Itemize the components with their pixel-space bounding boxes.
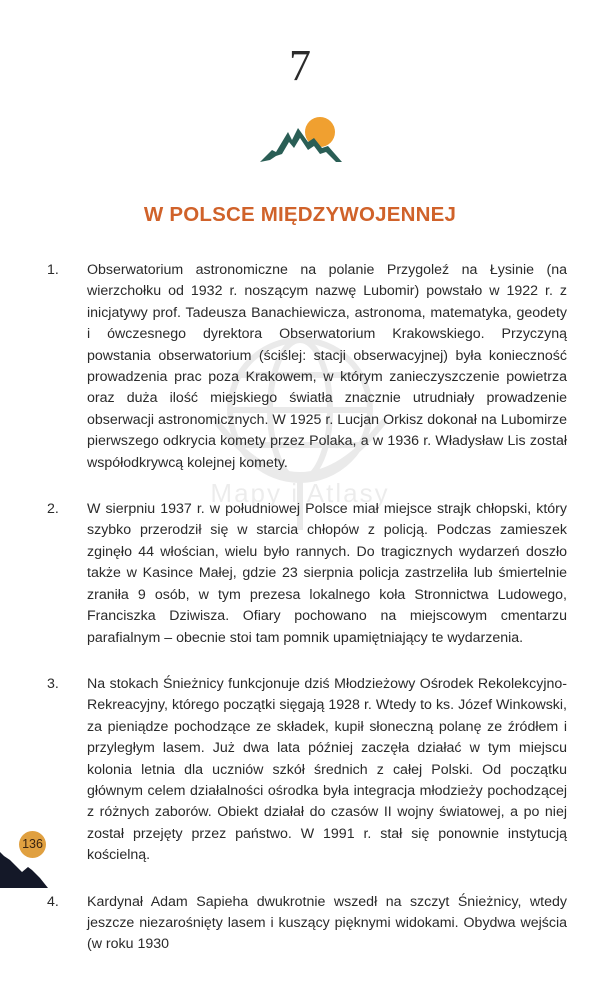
item-text: W sierpniu 1937 r. w południowej Polsce miał miejsce strajk chłopski, który szybko przerodził się w starcia chłopów z policją. Podczas zamieszek zginęło 44 włościan, wielu było rannych. Do tragicznych wydarzeń doszło także w Kasince Małej, gdzie 23 sierpnia policja zastrzeliła lub śmiertelnie zraniła 9 osób, w tym prezesa lokalnego koła Stronnictwa Ludowego, Franciszka Dziwisza. Ofiary pochowano na miejscowym cmentarzu parafialnym – obecnie stoi tam pomnik upamiętniający te wydarzenia. <box>87 501 567 646</box>
item-number: 4. <box>47 893 59 910</box>
mountains-with-sun-icon <box>258 112 344 164</box>
watermark-text: Mapy i Atlasy <box>210 478 390 508</box>
item-text: Obserwatorium astronomiczne na polanie Przygoleź na Łysinie (na wierzchołku od 1932 r. noszącym nazwę Lubomir) powstało w 1922 r. z inicjatywy prof. Tadeusza Banachiewicza, astronoma, matematyka, geodety i ówczesnego dyrektora Obserwatorium Krakowskiego. Przyczyną powstania obserwatorium (ściślej: stacji obserwacyjnej) była konieczność prowadzenia prac poza Krakowem, w którym zanieczyszczenie powietrza oraz duża ilość miejskiego światła znacznie utrudniały prowadzenie obserwacji astronomicznych. W 1925 r. Lucjan Orkisz dokonał na Lubomirze pierwszego odkrycia komety przez Polaka, a w 1936 r. Władysław Lis został współodkrywcą kolejnej komety. <box>87 262 567 471</box>
list-item <box>47 499 567 649</box>
list-item <box>47 892 567 956</box>
mountains-silhouette-icon <box>0 852 60 888</box>
list-item <box>47 674 567 867</box>
item-number: 2. <box>47 501 59 518</box>
item-number: 3. <box>47 675 59 692</box>
list-item <box>47 260 567 474</box>
item-text: Na stokach Śnieżnicy funkcjonuje dziś Młodzieżowy Ośrodek Rekolekcyjno-Rekreacyjny, którego początki sięgają 1928 r. Wtedy to ks. Józef Winkowski, za pieniądze pochodzące ze składek, kupił słoneczną polanę ze źródłem i przyległym lasem. Już dwa lata później zaczęła działać w tym miejscu kolonia letnia dla uczniów szkół średnich z całej Polski. Od początku głównym celem działalności ośrodka była integracja młodzieży pochodzącej z różnych zaborów. Obiekt działał do czasów II wojny światowej, a po niej został przejęty przez państwo. W 1991 r. stał się ponownie instytucją kościelną. <box>87 675 567 864</box>
item-number: 1. <box>47 262 59 278</box>
page-number-badge: 136 <box>19 831 46 858</box>
chapter-number: 7 <box>289 41 311 90</box>
chapter-title: W POLSCE MIĘDZYWOJENNEJ <box>143 203 457 226</box>
numbered-list <box>47 260 567 981</box>
item-text: Kardynał Adam Sapieha dwukrotnie wszedł na szczyt Śnieżnicy, wtedy jeszcze niezarośnięty lasem i kuszący pięknymi widokami. Obydwa wejścia (w roku 1930 <box>87 893 567 953</box>
